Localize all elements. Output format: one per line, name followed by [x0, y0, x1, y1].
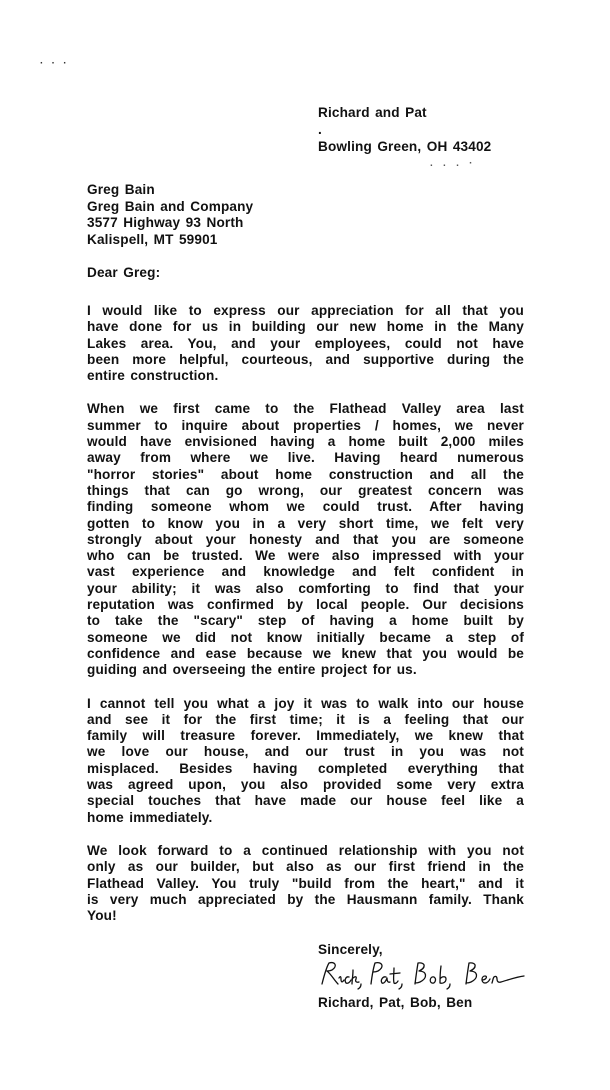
letter-line: We look forward to a continued relationship with you not — [87, 842, 524, 858]
letter-line: been more helpful, courteous, and supportive during the — [87, 351, 524, 367]
letter-line: is very much appreciated by the Hausmann family. Thank — [87, 891, 524, 907]
scan-dots: . . . · — [430, 158, 476, 169]
letter-line: was agreed upon, you also provided some very extra — [87, 777, 524, 793]
sender-city: Bowling Green, OH 43402 — [318, 139, 492, 154]
letter-line: we love our house, and our trust in you was not — [87, 744, 524, 760]
recipient-line: Greg Bain and Company — [87, 198, 254, 214]
letter-body — [87, 303, 524, 941]
letter-line: special touches that have made our house feel like a — [87, 793, 524, 809]
letter-line: to take the "scary" step of having a home built by — [87, 613, 524, 629]
handwritten-signature — [318, 958, 528, 992]
letter-line: confidence and ease because we knew that you would be — [87, 645, 524, 661]
letter-line: You! — [87, 908, 117, 924]
sender-address — [318, 104, 491, 155]
letter-line: Flathead Valley. You truly "build from the heart," and it — [87, 875, 524, 891]
letter-paragraph — [87, 303, 524, 384]
recipient-line: 3577 Highway 93 North — [87, 215, 244, 230]
letter-line: things that can go wrong, our greatest concern was — [87, 482, 524, 498]
letter-line: home immediately. — [87, 809, 213, 825]
closing: Sincerely, — [318, 942, 383, 957]
letter-line: misplaced. Besides having completed everything that — [87, 760, 524, 776]
recipient-line: Kalispell, MT 59901 — [87, 231, 218, 247]
letter-line: vast experience and knowledge and felt confident in — [87, 564, 524, 580]
letter-line: strongly about your honesty and that you are someone — [87, 531, 524, 547]
letter-line: someone we did not know initially became a step of — [87, 629, 524, 645]
letter-line: I would like to express our appreciation for all that you — [87, 303, 524, 318]
letter-paragraph — [87, 696, 524, 826]
letter-line: have done for us in building our new home in the Many — [87, 319, 524, 335]
letter-line: Lakes area. You, and your employees, could not have — [87, 335, 524, 351]
letter-line: away from where we live. Having heard numerous — [87, 450, 524, 466]
letter-line: I cannot tell you what a joy it was to walk into our house — [87, 695, 524, 711]
letter-line: only as our builder, but also as our first friend in the — [87, 859, 524, 875]
recipient-address — [87, 182, 253, 248]
letter-line: When we first came to the Flathead Valley area last — [87, 401, 524, 417]
letter-line: family will treasure forever. Immediately, we knew that — [87, 728, 524, 744]
letter-line: gotten to know you in a very short time, we felt very — [87, 515, 524, 531]
letter-line: who can be trusted. We were also impressed with your — [87, 548, 524, 564]
letter-line: and see it for the first time; it is a feeling that our — [87, 711, 524, 727]
letter-line: reputation was confirmed by local people. Our decisions — [87, 597, 524, 613]
letter-paragraph — [87, 843, 524, 924]
letter-line: would have envisioned having a home built 2,000 miles — [87, 434, 524, 450]
sender-name: Richard and Pat — [318, 105, 427, 120]
signed-names: Richard, Pat, Bob, Ben — [318, 995, 473, 1010]
letter-line: summer to inquire about properties / homes, we never — [87, 417, 524, 433]
letter-line: entire construction. — [87, 368, 219, 384]
letter-line: "horror stories" about home construction and all the — [87, 466, 524, 482]
letter-line: guiding and overseeing the entire project for us. — [87, 662, 417, 678]
letter-line: your ability; it was also comforting to find that your — [87, 580, 524, 596]
letter-line: finding someone whom we could trust. After having — [87, 499, 524, 515]
salutation: Dear Greg: — [87, 265, 161, 280]
recipient-line: Greg Bain — [87, 182, 155, 197]
sender-street-dot: . — [318, 122, 322, 137]
letter-paragraph — [87, 401, 524, 678]
scan-specks: · · · — [40, 58, 69, 69]
